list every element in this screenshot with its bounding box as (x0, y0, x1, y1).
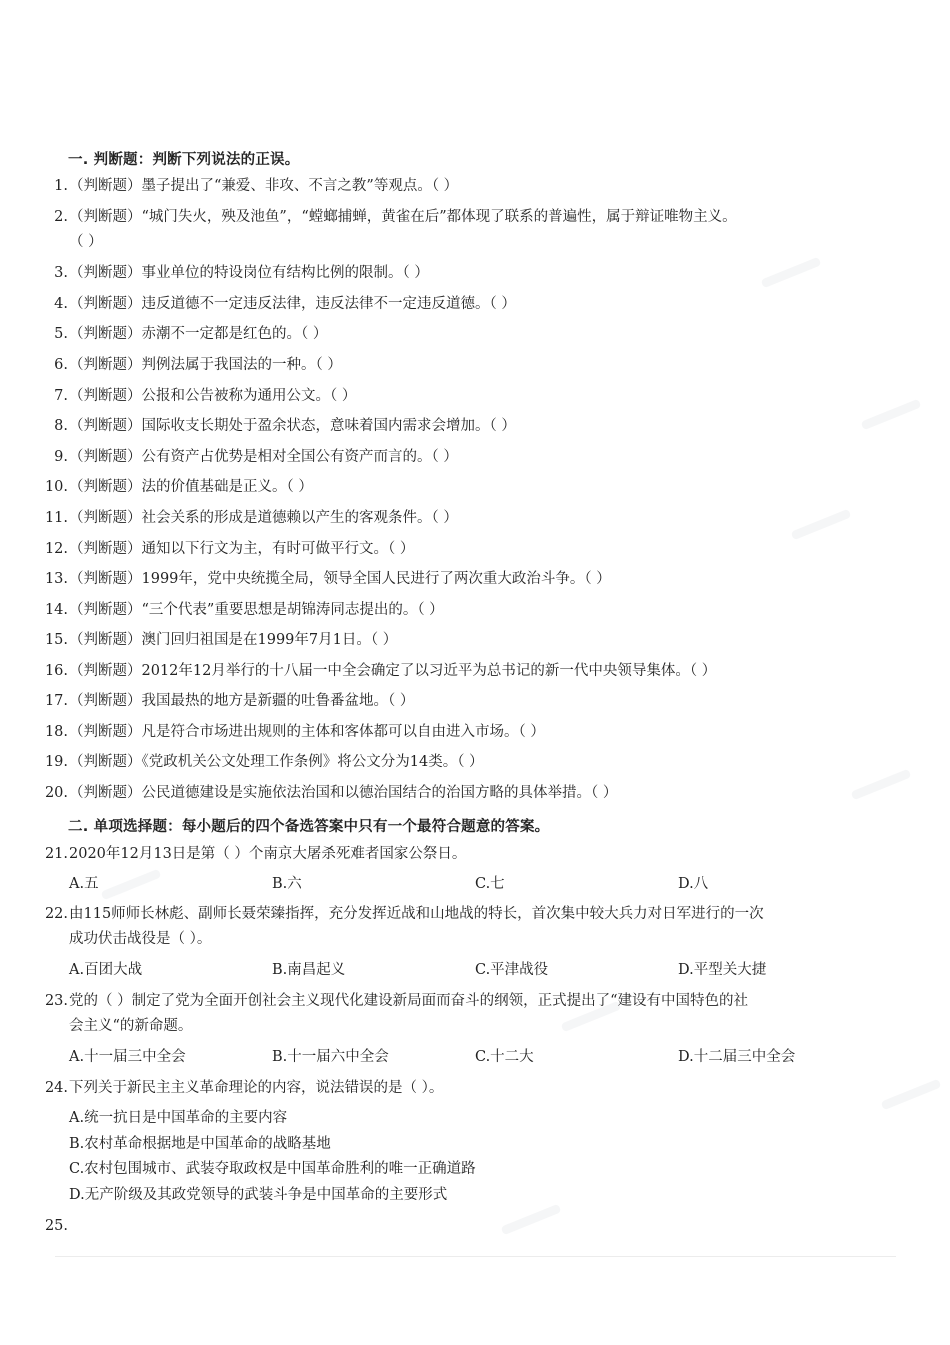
watermark-mark (881, 1079, 942, 1111)
question-number: 24. (44, 1080, 68, 1096)
question-number: 13. (44, 571, 68, 587)
question-number: 22. (44, 906, 68, 922)
question-number: 10. (44, 479, 68, 495)
question-text: （判断题）公报和公告被称为通用公文。（ ） (69, 388, 357, 404)
question-text: （判断题）判例法属于我国法的一种。（ ） (69, 357, 342, 373)
option-b: B.六 (272, 876, 302, 892)
question-text: 党的（ ）制定了党为全面开创社会主义现代化建设新局面而奋斗的纲领，正式提出了“建设有中国特色的社 (69, 993, 749, 1009)
question-number: 17. (44, 693, 68, 709)
question-number: 11. (44, 510, 68, 526)
option-a: A.十一届三中全会 (69, 1049, 186, 1065)
question-number: 18. (44, 724, 68, 740)
option-d: D.无产阶级及其政党领导的武装斗争是中国革命的主要形式 (69, 1187, 448, 1203)
question-text: （判断题）事业单位的特设岗位有结构比例的限制。（ ） (69, 265, 429, 281)
question-number: 1. (54, 178, 68, 194)
watermark-mark (501, 1204, 562, 1236)
option-d: D.平型关大捷 (678, 962, 767, 978)
question-continuation: （ ） (69, 234, 103, 250)
question-number: 21. (44, 846, 68, 862)
option-a: A.统一抗日是中国革命的主要内容 (69, 1110, 288, 1126)
option-d: D.八 (678, 876, 709, 892)
question-number: 14. (44, 602, 68, 618)
question-number: 12. (44, 541, 68, 557)
option-b: B.农村革命根据地是中国革命的战略基地 (69, 1136, 331, 1152)
question-text: （判断题）公有资产占优势是相对全国公有资产而言的。（ ） (69, 449, 458, 465)
question-text: （判断题）凡是符合市场进出规则的主体和客体都可以自由进入市场。（ ） (69, 724, 545, 740)
option-b: B.十一届六中全会 (272, 1049, 389, 1065)
question-text: （判断题）通知以下行文为主，有时可做平行文。（ ） (69, 541, 415, 557)
question-number: 3. (54, 265, 68, 281)
question-continuation: 会主义“的新命题。 (69, 1018, 193, 1034)
question-continuation: 成功伏击战役是（ ）。 (69, 931, 212, 947)
question-text: （判断题）公民道德建设是实施依法治国和以德治国结合的治国方略的具体举措。（ ） (69, 785, 618, 801)
question-number: 5. (54, 326, 68, 342)
option-c: C.十二大 (475, 1049, 534, 1065)
question-number: 4. (54, 296, 68, 312)
page-divider (55, 1256, 896, 1257)
question-number: 15. (44, 632, 68, 648)
question-text: （判断题）赤潮不一定都是红色的。（ ） (69, 326, 328, 342)
option-c: C.农村包围城市、武装夺取政权是中国革命胜利的唯一正确道路 (69, 1161, 476, 1177)
question-text: 由115师师长林彪、副师长聂荣臻指挥，充分发挥近战和山地战的特长，首次集中较大兵力对日军进行的一次 (69, 906, 764, 922)
question-text: （判断题）违反道德不一定违反法律，违反法律不一定违反道德。（ ） (69, 296, 516, 312)
question-number: 7. (54, 388, 68, 404)
option-b: B.南昌起义 (272, 962, 346, 978)
question-number: 9. (54, 449, 68, 465)
option-c: C.平津战役 (475, 962, 549, 978)
option-c: C.七 (475, 876, 505, 892)
question-number: 20. (44, 785, 68, 801)
question-text: （判断题）1999年，党中央统揽全局，领导全国人民进行了两次重大政治斗争。（ ） (69, 571, 611, 587)
question-text: （判断题）国际收支长期处于盈余状态，意味着国内需求会增加。（ ） (69, 418, 516, 434)
question-text: （判断题）“三个代表”重要思想是胡锦涛同志提出的。（ ） (69, 602, 444, 618)
question-number: 23. (44, 993, 68, 1009)
question-number: 6. (54, 357, 68, 373)
question-text: （判断题）澳门回归祖国是在1999年7月1日。（ ） (69, 632, 398, 648)
question-number: 16. (44, 663, 68, 679)
question-number: 2. (54, 209, 68, 225)
section-heading-judge: 一. 判断题：判断下列说法的正误。 (68, 152, 300, 168)
question-text: 下列关于新民主主义革命理论的内容，说法错误的是（ ）。 (69, 1080, 444, 1096)
option-a: A.百团大战 (69, 962, 143, 978)
option-d: D.十二届三中全会 (678, 1049, 796, 1065)
question-number: 8. (54, 418, 68, 434)
question-text: （判断题）社会关系的形成是道德赖以产生的客观条件。（ ） (69, 510, 458, 526)
section-heading-choice: 二. 单项选择题：每小题后的四个备选答案中只有一个最符合题意的答案。 (68, 819, 550, 835)
question-text: （判断题）法的价值基础是正义。（ ） (69, 479, 313, 495)
question-number: 19. (44, 754, 68, 770)
watermark-mark (101, 869, 162, 901)
option-a: A.五 (69, 876, 99, 892)
question-text: （判断题）“城门失火，殃及池鱼”，“螳螂捕蝉，黄雀在后”都体现了联系的普遍性，属于辩证唯物主义。 (69, 209, 737, 225)
question-number: 25. (44, 1218, 68, 1234)
question-text: （判断题）墨子提出了“兼爱、非攻、不言之教”等观点。（ ） (69, 178, 459, 194)
question-text: （判断题）《党政机关公文处理工作条例》将公文分为14类。（ ） (69, 754, 484, 770)
question-text: 2020年12月13日是第（ ）个南京大屠杀死难者国家公祭日。 (69, 846, 467, 862)
question-text: （判断题）我国最热的地方是新疆的吐鲁番盆地。（ ） (69, 693, 415, 709)
question-text: （判断题）2012年12月举行的十八届一中全会确定了以习近平为总书记的新一代中央领导集体。（ ） (69, 663, 717, 679)
